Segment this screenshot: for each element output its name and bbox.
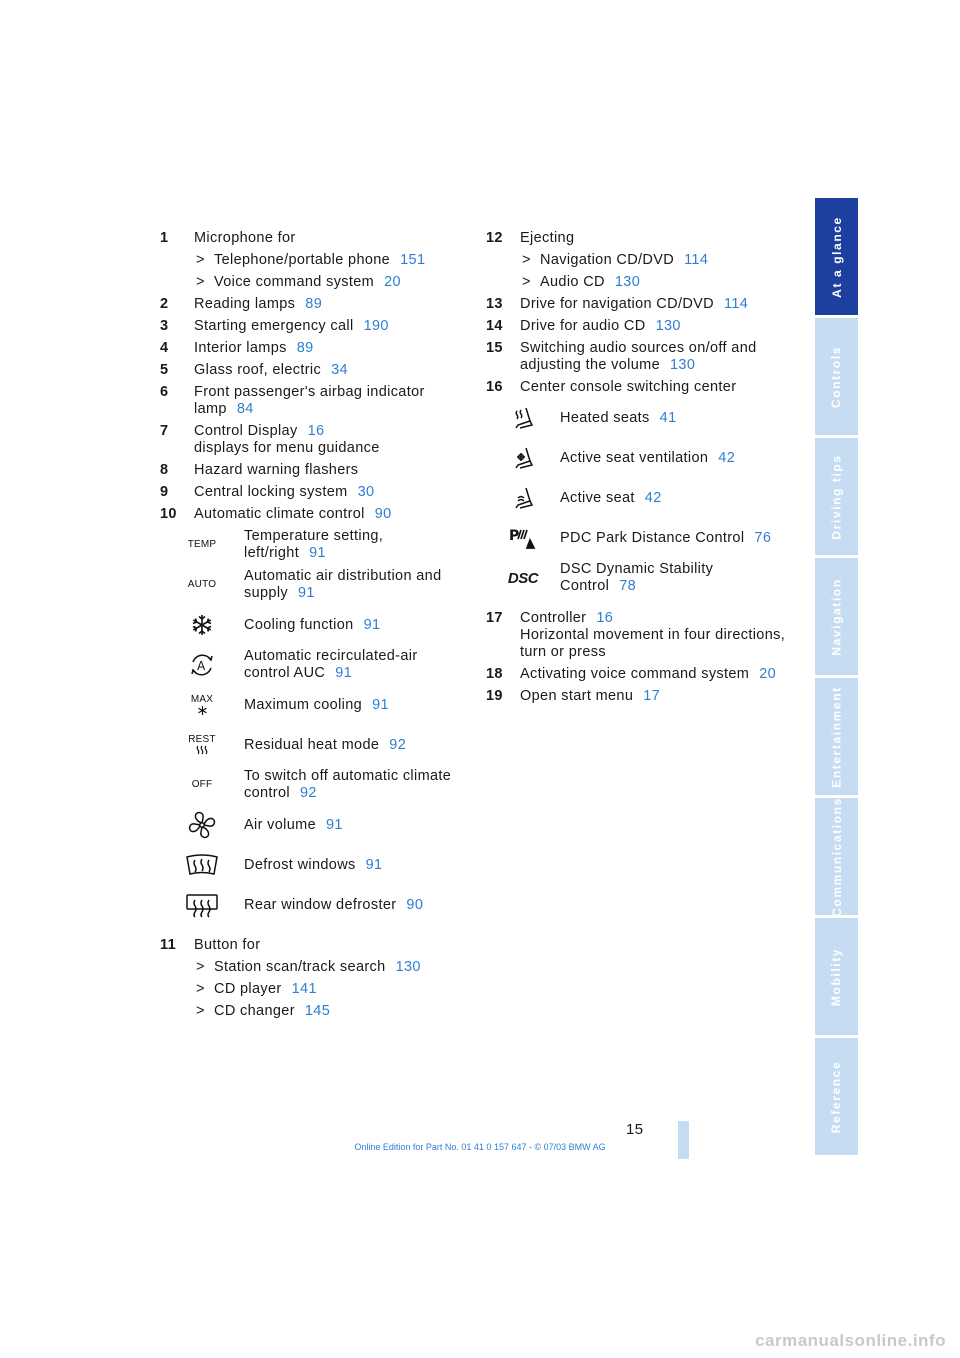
- off-button-icon: OFF: [191, 779, 213, 790]
- page-ref-link[interactable]: 16: [307, 423, 325, 439]
- list-item: 19 Open start menu 17: [486, 688, 661, 704]
- climate-row: Defrost windows 91: [160, 845, 465, 885]
- footer-edition-note: Online Edition for Part No. 01 41 0 157 647 - © 07/03 BMW AG: [354, 1142, 606, 1152]
- page-ref-link[interactable]: 17: [643, 688, 661, 704]
- page-ref-link[interactable]: 114: [724, 296, 749, 312]
- page-ref-link[interactable]: 20: [384, 274, 401, 290]
- windshield-defrost-icon: [160, 853, 244, 877]
- console-row: Active seat 42: [486, 478, 786, 518]
- climate-row: AUTO Automatic air distribution and supply 91: [160, 565, 465, 605]
- active-seat-icon: [486, 486, 560, 510]
- list-item: 15 Switching audio sources on/off and adjusting the volume 130: [486, 340, 757, 373]
- page-ref-link[interactable]: 76: [754, 529, 772, 546]
- temp-button-icon: TEMP: [187, 539, 217, 550]
- tab-navigation[interactable]: Navigation: [815, 558, 858, 675]
- max-cooling-icon: MAX: [160, 695, 244, 716]
- page-ref-link[interactable]: 34: [331, 362, 348, 378]
- list-item: 2 Reading lamps 89: [160, 296, 323, 312]
- page-ref-link[interactable]: 42: [644, 489, 662, 506]
- page-ref-link[interactable]: 151: [400, 252, 426, 268]
- fan-icon: [160, 810, 244, 840]
- list-item: 7 Control Display 16 displays for menu guidance: [160, 423, 380, 456]
- snowflake-icon: [160, 613, 244, 637]
- page-number: 15: [626, 1121, 644, 1138]
- pdc-icon: [486, 526, 560, 550]
- list-item: 5 Glass roof, electric 34: [160, 362, 348, 378]
- page-ref-link[interactable]: 90: [374, 506, 392, 522]
- auto-button-icon: AUTO: [187, 579, 217, 590]
- page-ref-link[interactable]: 89: [305, 296, 323, 312]
- page-ref-link[interactable]: 90: [406, 896, 424, 913]
- page-ref-link[interactable]: 91: [298, 585, 315, 601]
- page-ref-link[interactable]: 141: [291, 981, 317, 997]
- page-ref-link[interactable]: 30: [357, 484, 375, 500]
- page-ref-link[interactable]: 91: [365, 856, 383, 873]
- svg-text:P: P: [509, 528, 520, 544]
- list-item: 18 Activating voice command system 20: [486, 666, 777, 682]
- tab-reference[interactable]: Reference: [815, 1038, 858, 1155]
- page-ref-link[interactable]: 20: [759, 666, 777, 682]
- page-ref-link[interactable]: 91: [335, 665, 353, 681]
- climate-control-list: [160, 525, 465, 925]
- section-tabs: [815, 198, 858, 1158]
- page-ref-link[interactable]: 89: [296, 340, 314, 356]
- tab-entertainment[interactable]: Entertainment: [815, 678, 858, 795]
- console-row: P PDC Park Distance Control 76: [486, 518, 786, 558]
- page-ref-link[interactable]: 91: [326, 816, 343, 833]
- climate-row: A Automatic recirculated-air control AUC 91: [160, 645, 465, 685]
- list-item: 11 Button for > Station scan/track search 130 > CD player 141 > CD changer 145: [160, 937, 421, 1019]
- page-ref-link[interactable]: 84: [236, 401, 254, 417]
- page-ref-link[interactable]: 130: [670, 357, 696, 373]
- page-ref-link[interactable]: 92: [299, 785, 317, 801]
- list-item: 16 Center console switching center: [486, 379, 737, 395]
- list-item: 3 Starting emergency call 190: [160, 318, 389, 334]
- climate-row: REST Residual heat mode 92: [160, 725, 465, 765]
- page-ref-link[interactable]: 91: [309, 545, 326, 561]
- page-ref-link[interactable]: 114: [684, 252, 709, 268]
- climate-row: Cooling function 91: [160, 605, 465, 645]
- page-ref-link[interactable]: 145: [304, 1003, 331, 1019]
- tab-at-a-glance[interactable]: At a glance: [815, 198, 858, 315]
- list-item: 10 Automatic climate control 90: [160, 506, 392, 522]
- list-item: 12 Ejecting > Navigation CD/DVD 114 > Audio CD 130: [486, 230, 709, 290]
- tab-communications[interactable]: Communications: [815, 798, 858, 915]
- page-ref-link[interactable]: 130: [655, 318, 681, 334]
- list-item: 14 Drive for audio CD 130: [486, 318, 681, 334]
- recirculation-icon: [160, 651, 244, 679]
- climate-row: MAX Maximum cooling 91: [160, 685, 465, 725]
- heated-seat-icon: [486, 406, 560, 430]
- page-ref-link[interactable]: 41: [659, 409, 677, 426]
- svg-text:A: A: [197, 659, 206, 673]
- list-item: 9 Central locking system 30: [160, 484, 375, 500]
- list-item: 1 Microphone for > Telephone/portable phone 151 > Voice command system 20: [160, 230, 426, 290]
- page-ref-link[interactable]: 190: [363, 318, 389, 334]
- residual-heat-icon: REST: [160, 735, 244, 755]
- rear-defrost-icon: [160, 892, 244, 918]
- right-column: [486, 230, 786, 710]
- tab-mobility[interactable]: Mobility: [815, 918, 858, 1035]
- tab-controls[interactable]: Controls: [815, 318, 858, 435]
- list-item: 4 Interior lamps 89: [160, 340, 314, 356]
- list-item: 6 Front passenger's airbag indicator lamp 84: [160, 384, 425, 417]
- page-ref-link[interactable]: 91: [372, 696, 389, 713]
- climate-row: Rear window defroster 90: [160, 885, 465, 925]
- climate-row: OFF To switch off automatic climate control 92: [160, 765, 465, 805]
- dsc-button-icon: DSC: [507, 569, 539, 587]
- left-column: [160, 230, 465, 1025]
- tab-driving-tips[interactable]: Driving tips: [815, 438, 858, 555]
- climate-row: TEMP Temperature setting, left/right 91: [160, 525, 465, 565]
- page-number-bar: [678, 1121, 689, 1159]
- console-row: Active seat ventilation 42: [486, 438, 786, 478]
- climate-row: Air volume 91: [160, 805, 465, 845]
- list-item: 13 Drive for navigation CD/DVD 114: [486, 296, 749, 312]
- page-ref-link[interactable]: 130: [395, 959, 421, 975]
- page-ref-link[interactable]: 130: [614, 274, 641, 290]
- seat-ventilation-icon: [486, 446, 560, 470]
- page-ref-link[interactable]: 92: [389, 736, 407, 753]
- console-row: Heated seats 41: [486, 398, 786, 438]
- console-control-list: [486, 398, 786, 598]
- page-ref-link[interactable]: 42: [718, 449, 736, 466]
- list-item: 8 Hazard warning flashers: [160, 462, 359, 478]
- page-ref-link[interactable]: 78: [619, 578, 637, 594]
- page-ref-link[interactable]: 16: [596, 610, 614, 626]
- watermark: carmanualsonline.info: [755, 1331, 946, 1350]
- console-row: DSC DSC Dynamic Stability Control 78: [486, 558, 786, 598]
- page-ref-link[interactable]: 91: [363, 616, 381, 633]
- list-item: 17 Controller 16 Horizontal movement in four directions, turn or press: [486, 610, 786, 660]
